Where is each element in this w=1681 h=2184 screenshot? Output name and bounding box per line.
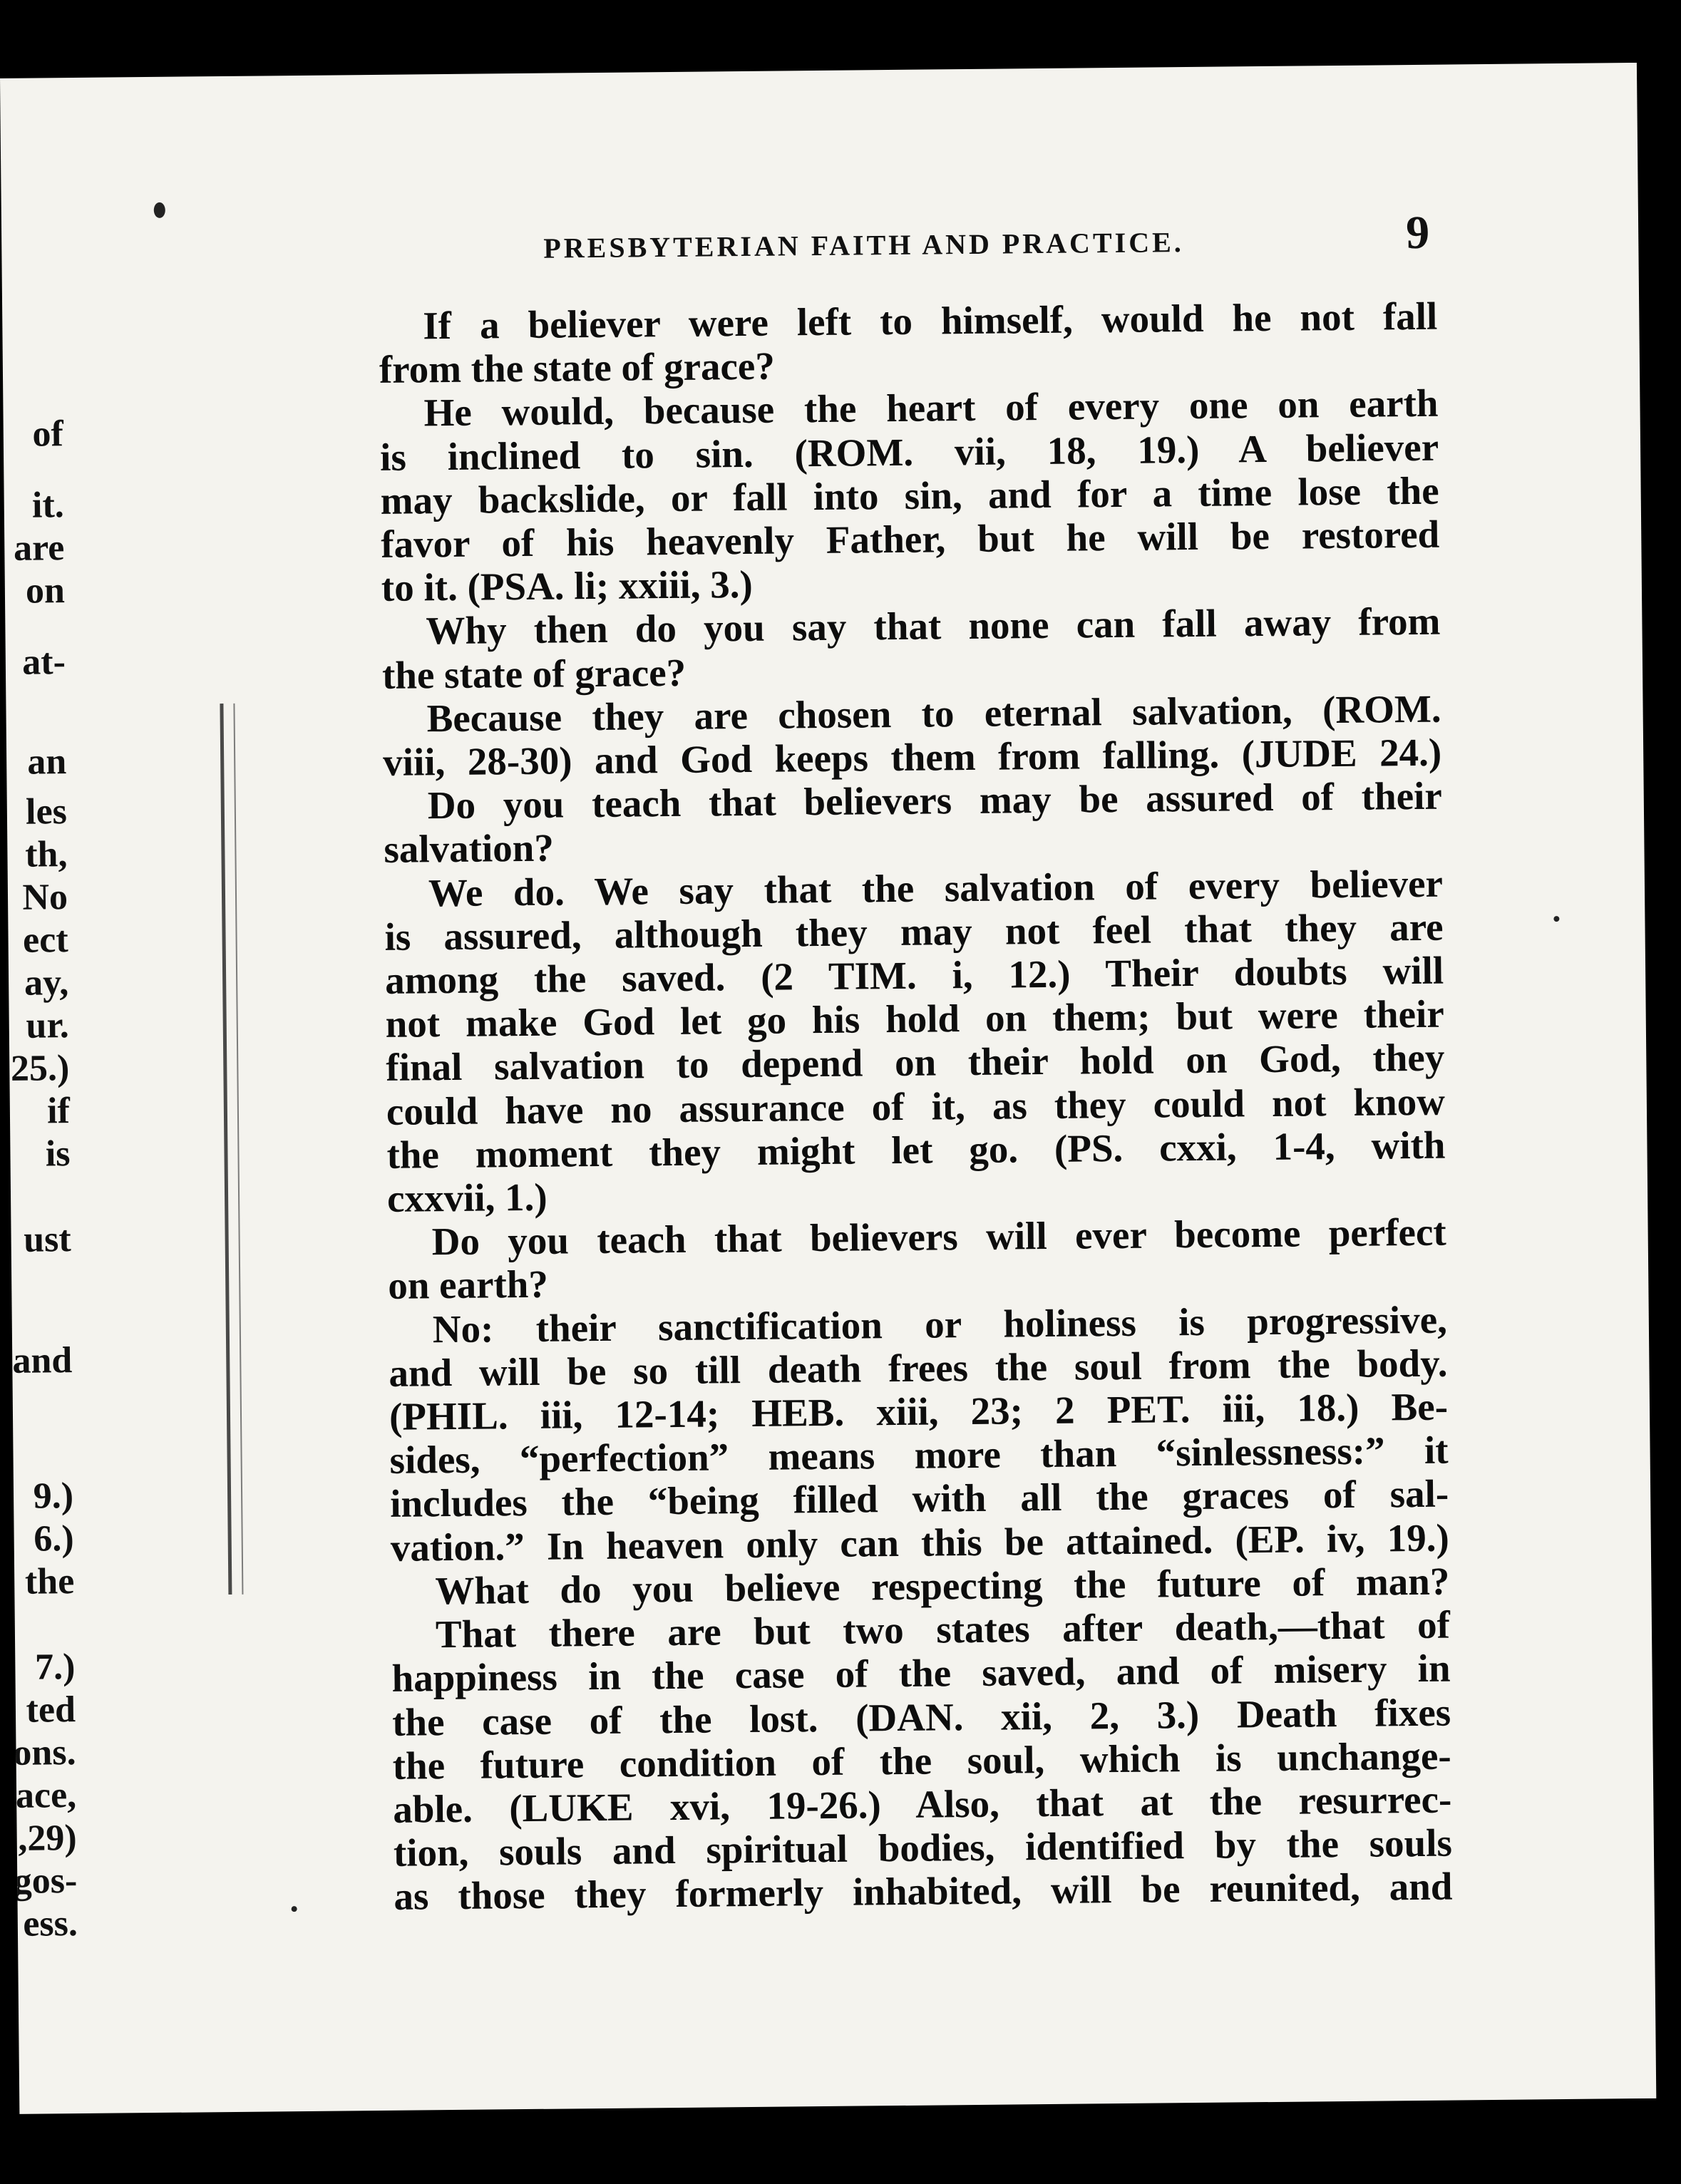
- text-line: able. (LUKE xvi, 19-26.) Also, that at the resurrec-: [393, 1777, 1452, 1831]
- text-line: happiness in the case of the saved, and of misery in: [391, 1646, 1451, 1701]
- text-line: may backslide, or fall into sin, and for a time lose the: [380, 468, 1439, 522]
- facing-page-word: ust: [23, 1219, 71, 1260]
- scan-speck: [1553, 916, 1559, 922]
- text-line: sides, “perfection” means more than “sinlessness:” it: [389, 1428, 1449, 1483]
- text-line: favor of his heavenly Father, but he will be restored: [381, 512, 1440, 566]
- text-line: among the saved. (2 TIM. i, 12.) Their doubts will: [384, 948, 1444, 1002]
- facing-page-word: ess.: [23, 1903, 78, 1945]
- text-line: from the state of grace?: [379, 344, 776, 392]
- text-line: If a believer were left to himself, would he not fall: [423, 294, 1438, 348]
- text-line: What do you believe respecting the future of man?: [435, 1559, 1450, 1613]
- text-line: the moment they might let go. (PS. cxxi, 1-4, with: [386, 1123, 1446, 1177]
- scan-speck: [154, 202, 165, 218]
- text-line: the case of the lost. (DAN. xii, 2, 3.) Death fixes: [391, 1690, 1451, 1744]
- facing-page-word: of: [32, 413, 64, 455]
- book-page: [0, 63, 1656, 2114]
- facing-page-word: les: [25, 791, 68, 833]
- page-body-text: [379, 294, 1453, 1919]
- text-line: No: their sanctification or holiness is progressive,: [432, 1297, 1448, 1351]
- page-gutter-line: [220, 704, 243, 1595]
- facing-page-word: th,: [24, 834, 68, 875]
- text-line: Why then do you say that none can fall away from: [426, 599, 1441, 653]
- facing-page-word: ay,: [24, 962, 69, 1004]
- text-line: Because they are chosen to eternal salvation, (ROM.: [426, 686, 1441, 741]
- facing-page-word: is: [45, 1133, 71, 1175]
- text-line: as those they formerly inhabited, will be reunited, and: [394, 1864, 1453, 1919]
- text-line: salvation?: [384, 826, 555, 872]
- text-line: Do you teach that believers may be assured of their: [427, 773, 1443, 828]
- text-line: could have no assurance of it, as they could not know: [386, 1079, 1446, 1133]
- text-line: (PHIL. iii, 12-14; HEB. xiii, 23; 2 PET. iii, 18.) Be-: [389, 1384, 1449, 1438]
- facing-page-word: 25.): [10, 1048, 70, 1089]
- text-line: and will be so till death frees the soul from the body.: [389, 1341, 1448, 1395]
- page-number: 9: [1405, 206, 1430, 259]
- text-line: to it. (PSA. li; xxiii, 3.): [381, 562, 754, 610]
- text-line: is assured, although they may not feel that they are: [384, 905, 1444, 959]
- text-line: That there are but two states after death,—that of: [435, 1602, 1451, 1657]
- text-line: vation.” In heaven only can this be attained. (EP. iv, 19.): [390, 1515, 1450, 1570]
- text-line: on earth?: [387, 1262, 549, 1308]
- text-line: tion, souls and spiritual bodies, identified by the souls: [393, 1820, 1453, 1875]
- text-line: final salvation to depend on their hold on God, they: [386, 1036, 1445, 1090]
- text-line: the state of grace?: [381, 650, 687, 697]
- text-line: cxxvii, 1.): [386, 1175, 548, 1220]
- facing-page-word: at-: [21, 642, 66, 683]
- text-line: He would, because the heart of every one on earth: [423, 381, 1439, 435]
- facing-page-word: are: [13, 527, 65, 569]
- facing-page-word: the: [24, 1561, 75, 1602]
- text-line: the future condition of the soul, which is unchange-: [392, 1734, 1451, 1788]
- text-line: not make God let go his hold on them; but were their: [385, 991, 1444, 1046]
- scan-speck: [292, 1906, 297, 1912]
- text-line: We do. We say that the salvation of every believer: [428, 861, 1444, 915]
- facing-page-word: ace,: [15, 1775, 77, 1816]
- scan-bottom-border: [0, 2114, 1681, 2184]
- facing-page-word: an: [27, 741, 67, 783]
- facing-page-word: it.: [31, 485, 65, 526]
- text-line: is inclined to sin. (ROM. vii, 18, 19.) A believer: [379, 425, 1439, 479]
- facing-page-word: No: [22, 877, 68, 918]
- facing-page-word: 7.): [34, 1647, 76, 1688]
- facing-page-word: ,29): [18, 1818, 77, 1859]
- running-header: PRESBYTERIAN FAITH AND PRACTICE.: [543, 226, 1184, 264]
- facing-page-word: ur.: [26, 1005, 70, 1046]
- facing-page-word: and: [12, 1340, 73, 1381]
- text-line: includes the “being filled with all the graces of sal-: [389, 1472, 1449, 1526]
- facing-page-word: 6.): [34, 1518, 74, 1560]
- facing-page-word: gos-: [13, 1860, 78, 1902]
- text-line: Do you teach that believers will ever become perfect: [431, 1210, 1446, 1264]
- facing-page-fragment: [2, 327, 78, 1945]
- text-line: viii, 28-30) and God keeps them from falling. (JUDE 24.): [382, 730, 1442, 784]
- facing-page-word: ons.: [13, 1732, 76, 1773]
- facing-page-word: 9.): [33, 1475, 74, 1517]
- facing-page-word: ect: [22, 920, 68, 961]
- facing-page-word: on: [25, 570, 66, 612]
- facing-page-word: if: [46, 1091, 71, 1132]
- facing-page-word: ted: [26, 1689, 76, 1731]
